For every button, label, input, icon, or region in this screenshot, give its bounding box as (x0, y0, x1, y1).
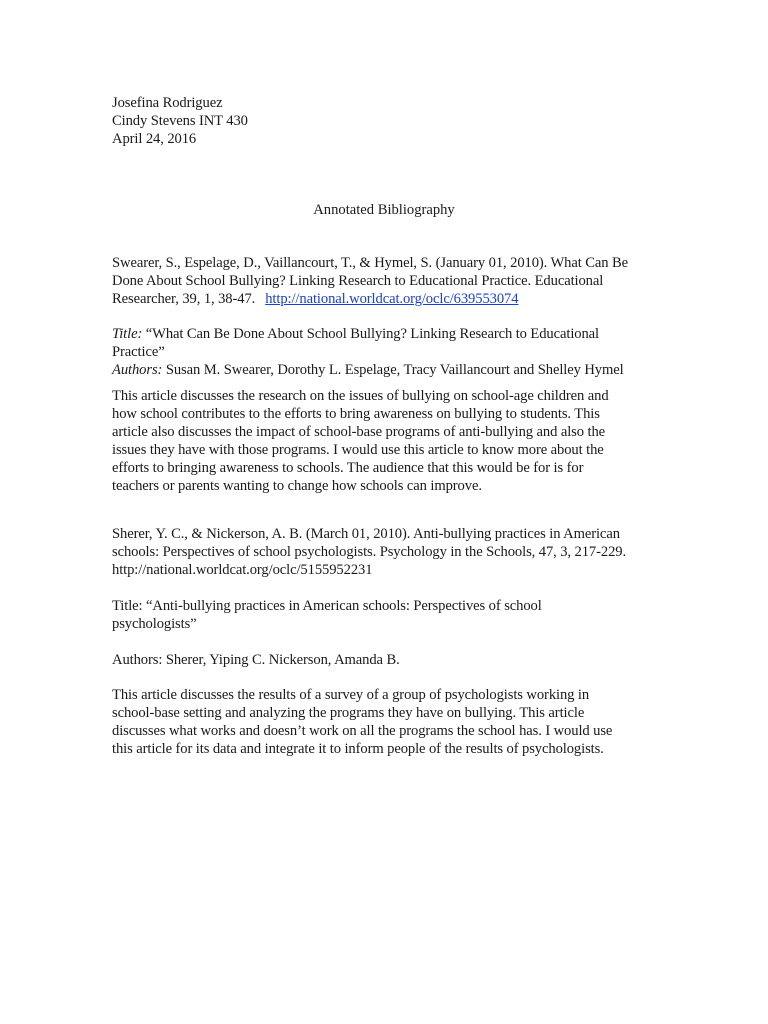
entry1-title-text: “What Can Be Done About School Bullying? Linking Research to Educational (145, 326, 599, 342)
entry1-citation-text: Researcher, 39, 1, 38-47. (112, 291, 256, 307)
entry1-authors-text: Susan M. Swearer, Dorothy L. Espelage, Tracy Vaillancourt and Shelley Hymel (165, 362, 624, 378)
entry2-title-line: Title: “Anti-bullying practices in American schools: Perspectives of school (112, 598, 542, 614)
entry2-title-line: psychologists” (112, 616, 197, 632)
entry1-summary-line: This article discusses the research on the issues of bullying on school-age children and (112, 388, 609, 404)
entry1-title-label: Title: (112, 326, 143, 342)
entry1-authors-line (112, 361, 624, 379)
student-name: Josefina Rodriguez (112, 95, 223, 111)
entry1-title-line: Practice” (112, 344, 165, 360)
entry1-url-link[interactable]: http://national.worldcat.org/oclc/639553074 (265, 291, 519, 307)
entry1-summary-line: article also discusses the impact of school-base programs of anti-bullying and also the (112, 424, 606, 440)
entry2-citation-line: schools: Perspectives of school psychologists. Psychology in the Schools, 47, 3, 217-229. (112, 544, 627, 560)
entry1-summary-line: efforts to bringing awareness to schools. The audience that this would be for is for (112, 460, 584, 476)
entry2-summary-line: discusses what works and doesn’t work on all the programs the school has. I would use (112, 723, 613, 739)
entry1-citation-line: Swearer, S., Espelage, D., Vaillancourt, T., & Hymel, S. (January 01, 2010). What Can Be (112, 255, 629, 271)
entry2-summary-line: school-base setting and analyzing the programs they have on bullying. This article (112, 705, 585, 721)
document-title: Annotated Bibliography (313, 202, 455, 218)
entry1-title-line (112, 325, 599, 343)
instructor-course: Cindy Stevens INT 430 (112, 113, 248, 129)
entry1-summary-line: how school contributes to the efforts to bring awareness on bullying to students. This (112, 406, 600, 422)
entry2-authors-line: Authors: Sherer, Yiping C. Nickerson, Amanda B. (112, 652, 400, 668)
entry2-summary-line: this article for its data and integrate it to inform people of the results of psychologists. (112, 741, 604, 757)
entry2-citation-line: http://national.worldcat.org/oclc/5155952231 (112, 562, 373, 578)
entry1-authors-label: Authors: (112, 362, 163, 378)
entry2-summary-line: This article discusses the results of a survey of a group of psychologists working in (112, 687, 590, 703)
entry1-summary-line: teachers or parents wanting to change how schools can improve. (112, 478, 482, 494)
entry2-citation-line: Sherer, Y. C., & Nickerson, A. B. (March 01, 2010). Anti-bullying practices in American (112, 526, 620, 542)
entry1-citation-line: Done About School Bullying? Linking Research to Educational Practice. Educational (112, 273, 604, 289)
document-date: April 24, 2016 (112, 131, 197, 147)
entry1-summary-line: issues they have with those programs. I would use this article to know more about the (112, 442, 604, 458)
entry1-citation-line (112, 290, 518, 308)
